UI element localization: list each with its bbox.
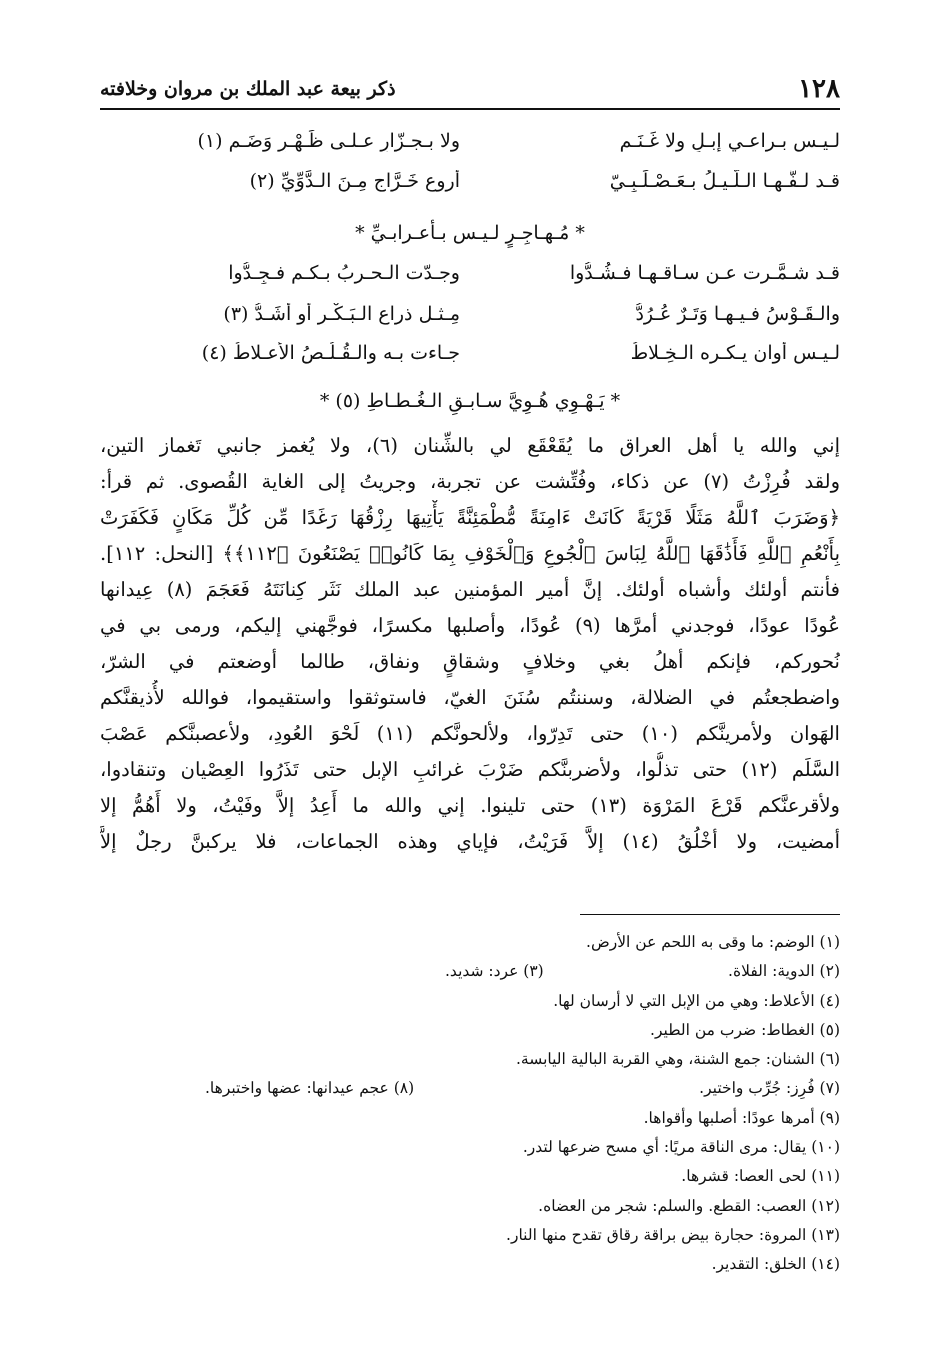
verse-second-hemistich: وجـدّت الـحـربُ بـكـم فـجِـدُّوا [228,262,460,284]
running-title: ذكر بيعة عبد الملك بن مروان وخلافته [100,78,396,100]
prose-line: ولقد فُرِزْتُ (٧) عن ذكاء، وفُتِّشت عن تجربة، وجريتُ إلى الغاية القُصوى. ثم قرأ: [100,470,840,493]
verse-line [100,262,840,300]
verse-center-line: * يَـهْـوِي هُـوِيَّ سـابـقِ الـغُـطـاطِ (٥) * [319,390,621,412]
footnote-separator [580,914,840,915]
footnote [100,1250,840,1279]
footnote [100,1016,840,1045]
prose-paragraph [100,428,840,860]
prose-line: نُحوركم، فإنكم أهلُ بغي وخلافٍ وشقاقٍ ونفاق، طالما أوضعتم في الشرّ، [100,650,840,673]
prose-line: أمضيت، ولا أخْلُقُ (١٤) إلاَّ فَرَيْتُ، فإياي وهذه الجماعات، فلا يركبنَّ رجلٌ إلاَّ [100,830,840,853]
verse-line [100,170,840,208]
quran-verse-line: بِأَنْعُمِ ٱللَّهِ فَأَذَٰقَهَا ٱللَّهُ لِبَاسَ ٱلْجُوعِ وَٱلْخَوْفِ بِمَا كَانُوا۟ يَصْنَعُونَ ﴿١١٢﴾﴾ [النحل: ١١٢]. [100,542,840,565]
footnote-text: (٧) فُرِز: جُرِّب واختير. [699,1079,840,1098]
quran-verse-line: ﴿وَضَرَبَ ٱللَّهُ مَثَلًا قَرْيَةً كَانَتْ ءَامِنَةً مُّطْمَئِنَّةً يَأْتِيهَا رِزْقُهَا رَغَدًا مِّن كُلِّ مَكَانٍ فَكَفَرَتْ [100,506,840,529]
footnote-text: (٩) أمرها عودًا: أصلبها وأقواها. [643,1108,840,1127]
footnote [100,1045,840,1074]
footnote-text: (١٢) العصب: القطع. والسلم: شجر من العضاه. [538,1196,840,1215]
verse-second-hemistich: أروع خَـرَّاجٍ مِـنَ الـدَّوِّيِّ (٢) [249,170,460,192]
verse-first-hemistich: لـيـس أوان يـكـره الـخِـلاطُ [630,342,840,364]
footnote-text: (١٤) الخلق: التقدير. [711,1255,840,1274]
footnote [100,1104,840,1133]
prose-line: عُودًا عودًا، فوجدني أمرَّها (٩) عُودًا، وأصلبها مكسرًا، فوجَّهني إليكم، ورمى بي في [100,614,840,637]
footnote-text: (١) الوضم: ما وقى به اللحم عن الأرض. [586,933,840,951]
prose-line: واضطجعتُم في الضلالة، وسننتُم سُنَنَ الغيّ، فاستوثقوا واستقيموا، فوالله لأُذيقنَّكم [100,686,840,709]
footnote [100,1133,840,1162]
footnote-text: (١٣) المروة: حجارة بيض براقة رقاق تقدح منها النار. [506,1225,840,1244]
page-number: ١٢٨ [798,74,840,104]
verse-second-hemistich: جـاءت بـه والـقُـلُـصُ الأعـلاطُ (٤) [201,342,460,364]
footnote-text: (٢) الدوية: الفلاة. [728,962,840,981]
footnote [100,1192,840,1221]
verse-center-line: * مُـهـاجِـرٍ لـيـس بـأعـرابـيِّ * [355,222,585,244]
verse-first-hemistich: والـقَـوْسُ فـيـهـا وَتَـرٌ عُـرُدُّ [635,303,840,325]
prose-line: فأنتم أولئك وأشباه أولئك. إنَّ أمير المؤمنين عبد الملك نَثَر كِنانَتَهُ فَعَجَمَ (٨) عِيدانها [100,578,840,601]
footnote-text: (١١) لحى العصا: قشرها. [681,1167,840,1186]
verse-first-hemistich: قـد لـفَّـهـا الـلَّـيـلُ بـعَـصْـلَـبِـيّ [609,170,840,192]
prose-line: إني والله يا أهل العراق ما يُقَعْقَع لي بالشِّنان (٦)، ولا يُغمز جانبي تَغماز التين، [100,434,840,457]
footnote-text: (١٠) يقال: مرى الناقة مريًا: أي مسح ضرعها لتدر. [522,1138,840,1157]
verse-second-hemistich: مِـثـل ذراع الـبَـكْـرِ أو أشَـدُّ (٣) [223,303,460,325]
footnote-text: (٥) الغطاط: ضرب من الطير. [650,1020,840,1039]
footnote-text: (٣) عرد: شديد. [445,962,544,981]
footnotes [100,928,840,1280]
verse-first-hemistich: قـد شـمَّـرت عـن سـاقـهـا فـشُـدُّوا [569,262,840,284]
footnote [100,1074,840,1103]
footnote [100,1221,840,1250]
footnote [100,957,840,986]
verse-first-hemistich: لـيـس بـراعـي إبـلٍ ولا غَـنَـم [619,130,840,152]
prose-line: ولأقرعنَّكم قَرْعَ المَرْوَة (١٣) حتى تلينوا. إني والله ما أَعِدُ إلاَّ وفَيْتُ، ولا أَهُمُّ إلا [100,794,840,817]
footnote-text: (٤) الأعلاط: وهي من الإبل التي لا أرسان لها. [553,991,840,1010]
footnote-text: (٨) عجم عيدانها: عضها واختبرها. [205,1079,415,1098]
footnote [100,928,840,957]
page-header [100,72,840,110]
prose-line: السَّلَم (١٢) حتى تذلُّوا، ولأضربنَّكم ضَرْبَ غرائبِ الإبل حتى تَذَرُوا العِصْيان وتنقادوا، [100,758,840,781]
verse-line [100,342,840,380]
prose-line: الهَوان ولأمرينَّكم (١٠) حتى تَدِرّوا، ولألحونَّكم (١١) لَحْوَ العُودِ، ولأعصبنَّكم عَصْبَ [100,722,840,745]
footnote-text: (٦) الشنان: جمع الشنة، وهي القربة البالية اليابسة. [516,1050,840,1069]
verse-line [100,130,840,168]
verse-line [100,303,840,341]
footnote [100,1162,840,1191]
footnote [100,987,840,1016]
verse-second-hemistich: ولا بـجـزّارٍ عـلـى ظَـهْـرِ وَضَـم (١) [197,130,460,152]
